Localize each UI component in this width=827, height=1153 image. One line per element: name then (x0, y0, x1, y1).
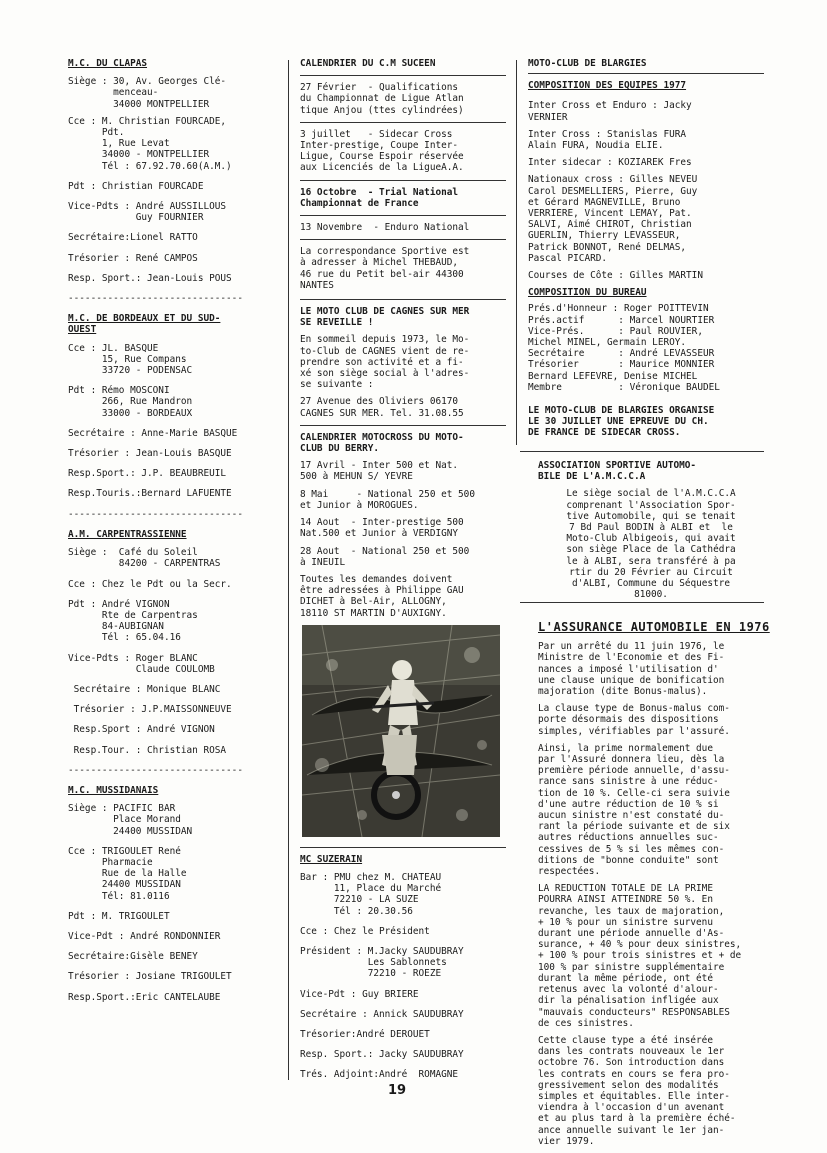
text-line: Les Sablonnets (300, 957, 447, 969)
rule (528, 73, 764, 74)
text-line: 8 Mai - National 250 et 500 (300, 488, 475, 500)
text-line: à adresser à Michel THEBAUD, (300, 257, 459, 269)
text-line: viendra à l'occasion d'un avenant (538, 1102, 725, 1114)
motocross-photo (302, 625, 500, 837)
mussidan-tresorier: Trésorier : Josiane TRIGOULET (68, 971, 232, 983)
text-line: 34000 MONTPELLIER (68, 98, 210, 110)
club-title-clapas: M.C. DU CLAPAS (68, 58, 148, 69)
rule (300, 180, 506, 181)
bordeaux-tresorier: Trésorier : Jean-Louis BASQUE (68, 448, 232, 460)
text-line: 46 rue du Petit bel-air 44300 (300, 268, 464, 280)
suzerain-president (300, 946, 506, 980)
text-line: 100 % par sinistre supplémentaire (538, 961, 725, 973)
rule (300, 425, 506, 426)
carpentras-resp-tour: Resp.Tour. : Christian ROSA (68, 744, 227, 756)
dashed-separator: ------------------------------- (68, 764, 243, 776)
text-line: 27 Avenue des Oliviers 06170 (300, 396, 459, 408)
text-line: Vice-Pdts : André AUSSILLOUS (68, 201, 227, 213)
text-line: Secrétaire : André LEVASSEUR (528, 348, 715, 360)
text-line: Bernard LEFEVRE, Denise MICHEL (528, 370, 698, 382)
text-line: Membre : Véronique BAUDEL (528, 381, 720, 393)
rule (300, 847, 506, 848)
text-line: 33720 - PODENSAC (68, 365, 193, 377)
text-line: Par un arrêté du 11 juin 1976, le (538, 641, 725, 653)
text-line: POURRA AINSI ATTEINDRE 50 %. En (538, 894, 713, 906)
text-line: 500 à MEHUN S/ YEVRE (300, 471, 413, 483)
dashed-separator: ------------------------------- (68, 293, 243, 305)
club-title-bordeaux: M.C. DE BORDEAUX ET DU SUD- (68, 313, 221, 325)
text-line: Prés.d'Honneur : Roger POITTEVIN (528, 303, 709, 315)
suceen-title: CALENDRIER DU C.M SUCEEN (300, 58, 436, 69)
text-line: Rte de Carpentras (68, 609, 198, 621)
text-line: prendre son activité et a fi- (300, 356, 464, 368)
bordeaux-pdt (68, 385, 276, 419)
text-line: Moto-Club Albigeois, qui avait (566, 533, 736, 545)
text-line: Pdt : Rémo MOSCONI (68, 385, 170, 397)
clapas-tresorier: Trésorier : René CAMPOS (68, 252, 198, 264)
carpentras-siege (68, 547, 276, 569)
suzerain-resp-sport: Resp. Sport.: Jacky SAUDUBRAY (300, 1049, 464, 1061)
text-line: 72210 - LA SUZE (300, 894, 419, 906)
text-line: 24400 MUSSIDAN (68, 825, 193, 837)
text-line: respectées. (538, 866, 601, 878)
text-line: Ainsi, la prime normalement due (538, 742, 713, 754)
blargies-p1 (528, 100, 764, 122)
dashed-separator: ------------------------------- (68, 508, 243, 520)
clapas-cce (68, 116, 276, 172)
bureau-list (528, 303, 764, 393)
text-line: La clause type de Bonus-malus com- (538, 703, 730, 715)
text-line: Siège : PACIFIC BAR (68, 803, 176, 815)
text-line: Inter Cross et Enduro : Jacky (528, 100, 692, 112)
text-line: VERNIER (528, 111, 568, 123)
text-line: 16 Octobre - Trial National (300, 186, 459, 198)
column-left (68, 58, 276, 1012)
text-line: Vice-Pdts : Roger BLANC (68, 652, 198, 664)
text-line: Nationaux cross : Gilles NEVEU (528, 174, 698, 186)
text-line: Tél: 81.0116 (68, 890, 170, 902)
text-line: + 10 % pour un sinistre survenu (538, 916, 713, 928)
rule (300, 215, 506, 216)
text-line: + 100 % pour trois sinistres et + de (538, 950, 742, 962)
blargies-p2 (528, 129, 764, 151)
text-line: NANTES (300, 279, 334, 291)
amcca-title (538, 460, 764, 482)
text-line: Place Morand (68, 814, 181, 826)
suzerain-cce: Cce : Chez le Président (300, 925, 430, 937)
clapas-secretaire: Secrétaire:Lionel RATTO (68, 232, 198, 244)
text-line: 3 juillet - Sidecar Cross (300, 128, 453, 140)
assurance-p4 (538, 883, 764, 1029)
text-line: Guy FOURNIER (68, 212, 204, 224)
text-line: LA REDUCTION TOTALE DE LA PRIME (538, 883, 713, 895)
berry-event-4 (300, 546, 506, 568)
text-line: VERRIERE, Vincent LEMAY, Pat. (528, 208, 692, 220)
column-right (528, 58, 764, 445)
text-line: ance annuelle suivant le 1er jan- (538, 1124, 725, 1136)
text-line: et au plus tard à la première éché- (538, 1113, 736, 1125)
text-line: Président : M.Jacky SAUDUBRAY (300, 945, 464, 957)
text-line: Nat.500 et Junior à VERDIGNY (300, 528, 459, 540)
text-line: 27 Février - Qualifications (300, 82, 459, 94)
column-divider-1 (288, 60, 289, 1080)
text-line: nances a imposé l'utilisation d' (538, 663, 719, 675)
assurance-p5 (538, 1035, 764, 1147)
text-line: surance, + 40 % pour deux sinistres, (538, 939, 742, 951)
mussidan-vice: Vice-Pdt : André RONDONNIER (68, 930, 221, 942)
rule (300, 122, 506, 123)
assurance-title: L'ASSURANCE AUTOMOBILE EN 1976 (538, 620, 770, 634)
bordeaux-secretaire: Secrétaire : Anne-Marie BASQUE (68, 427, 238, 439)
suzerain-secretaire: Secrétaire : Annick SAUDUBRAY (300, 1008, 464, 1020)
carpentras-vice (68, 653, 276, 675)
text-line: se suivante : (300, 379, 374, 391)
suceen-event-4: 13 Novembre - Enduro National (300, 222, 470, 234)
text-line: Bar : PMU chez M. CHATEAU (300, 871, 442, 883)
rule (520, 451, 764, 452)
text-line: Trésorier : Maurice MONNIER (528, 359, 715, 371)
text-line: rant la période suivante et de six (538, 821, 730, 833)
text-line: Cette clause type a été insérée (538, 1034, 713, 1046)
text-line: Pascal PICARD. (528, 252, 608, 264)
text-line: Siège : 30, Av. Georges Clé- (68, 76, 227, 88)
text-line: 11, Place du Marché (300, 883, 442, 895)
text-line: de ces sinistres. (538, 1017, 634, 1029)
text-line: to-Club de CAGNES vient de re- (300, 345, 470, 357)
cagnes-body (300, 334, 506, 390)
rule (300, 239, 506, 240)
text-line: LE 30 JUILLET UNE EPREUVE DU CH. (528, 416, 709, 428)
text-line: du Championnat de Ligue Atlan (300, 93, 464, 105)
text-line: "mauvais conducteurs" RESPONSABLES (538, 1006, 730, 1018)
text-line: 84200 - CARPENTRAS (68, 558, 221, 570)
blargies-p4 (528, 174, 764, 264)
text-line: tive Automobile, qui se tenait (566, 510, 736, 522)
text-line: LE MOTO-CLUB DE BLARGIES ORGANISE (528, 405, 715, 417)
text-line: Ligue, Course Espoir réservée (300, 151, 464, 163)
suzerain-vice: Vice-Pdt : Guy BRIERE (300, 988, 419, 1000)
suzerain-bar (300, 872, 506, 917)
text-line: Michel MINEL, Germain LEROY. (528, 337, 687, 349)
text-line: durant une période annuelle d'As- (538, 928, 725, 940)
text-line: revanche, les taux de majoration, (538, 905, 725, 917)
text-line: Cce : TRIGOULET René (68, 845, 181, 857)
text-line: retenus avec la volonté d'alour- (538, 984, 719, 996)
text-line: et Gérard MAGNEVILLE, Bruno (528, 196, 681, 208)
carpentras-pdt (68, 599, 276, 644)
text-line: à INEUIL (300, 556, 346, 568)
text-line: Pdt : André VIGNON (68, 598, 170, 610)
mussidan-secretaire: Secrétaire:Gisèle BENEY (68, 951, 198, 963)
bureau-title: COMPOSITION DU BUREAU (528, 287, 647, 299)
text-line: rance sans sinistre à une réduc- (538, 776, 719, 788)
suzerain-tres-adjoint: Trés. Adjoint:André ROMAGNE (300, 1069, 459, 1081)
text-line: Tél : 65.04.16 (68, 632, 181, 644)
text-line: Claude COULOMB (68, 663, 215, 675)
mussidan-cce (68, 846, 276, 902)
text-line: Cce : M. Christian FOURCADE, (68, 115, 227, 127)
text-line: Cce : JL. BASQUE (68, 342, 159, 354)
text-line: 14 Aout - Inter-prestige 500 (300, 517, 464, 529)
text-line: 266, Rue Mandron (68, 396, 193, 408)
text-line: En sommeil depuis 1973, le Mo- (300, 334, 470, 346)
text-line: CAGNES SUR MER. Tel. 31.08.55 (300, 407, 464, 419)
text-line: Le siège social de l'A.M.C.C.A (566, 488, 736, 500)
text-line: La correspondance Sportive est (300, 246, 470, 258)
text-line: simples, vérifiables par l'assuré. (538, 725, 730, 737)
text-line: Rue de la Halle (68, 868, 187, 880)
text-line: xé son siège social à l'adres- (300, 368, 470, 380)
text-line: 24400 MUSSIDAN (68, 879, 181, 891)
berry-title (300, 432, 506, 454)
text-line: Inter Cross : Stanislas FURA (528, 128, 687, 140)
text-line: tique Anjou (ttes cylindrées) (300, 104, 464, 116)
text-line: menceau- (68, 87, 159, 99)
text-line: Patrick BONNOT, René DELMAS, (528, 241, 687, 253)
berry-event-3 (300, 517, 506, 539)
text-line: vier 1979. (538, 1135, 595, 1147)
text-line: porte désormais des dispositions (538, 714, 719, 726)
text-line: majoration (dite Bonus-malus). (538, 686, 708, 698)
rule (300, 299, 506, 300)
clapas-pdt: Pdt : Christian FOURCADE (68, 180, 204, 192)
text-line: Vice-Prés. : Paul ROUVIER, (528, 325, 703, 337)
text-line: Inter-prestige, Coupe Inter- (300, 140, 459, 152)
bordeaux-cce (68, 343, 276, 377)
text-line: SALVI, Aimé CHIROT, Christian (528, 219, 692, 231)
text-line: son siège Place de la Cathédra (566, 544, 736, 556)
text-line: Championnat de France (300, 197, 419, 209)
text-line: LE MOTO CLUB DE CAGNES SUR MER (300, 306, 470, 318)
suceen-event-2 (300, 129, 506, 174)
carpentras-tresorier: Trésorier : J.P.MAISSONNEUVE (68, 704, 232, 716)
text-line: ditions de "bonne conduite" sont (538, 854, 719, 866)
text-line: Pharmacie (68, 856, 153, 868)
blargies-composition-title: COMPOSITION DES EQUIPES 1977 (528, 80, 687, 92)
blargies-p3: Inter sidecar : KOZIAREK Fres (528, 157, 692, 169)
club-title-carpentras: A.M. CARPENTRASSIENNE (68, 528, 187, 540)
mussidan-pdt: Pdt : M. TRIGOULET (68, 910, 170, 922)
page-number: 19 (388, 1083, 407, 1098)
text-line: cessives de 5 % si les mêmes con- (538, 843, 725, 855)
suceen-correspondence (300, 246, 506, 291)
bordeaux-resp-sport: Resp.Sport.: J.P. BEAUBREUIL (68, 468, 227, 480)
column-divider-2 (516, 60, 517, 445)
clapas-resp-sport: Resp. Sport.: Jean-Louis POUS (68, 272, 232, 284)
text-line: 33000 - BORDEAUX (68, 407, 193, 419)
text-line: GUERLIN, Thierry LEVASSEUR, (528, 230, 681, 242)
clapas-vice (68, 201, 276, 223)
assurance-block (538, 620, 770, 1153)
amcca-block (538, 460, 764, 606)
club-title-mussidan: M.C. MUSSIDANAIS (68, 784, 159, 796)
text-line: 34000 - MONTPELLIER (68, 149, 210, 161)
text-line: 17 Avril - Inter 500 et Nat. (300, 460, 459, 472)
text-line: 18110 ST MARTIN D'AUXIGNY. (300, 607, 447, 619)
text-line: Pdt. (68, 127, 125, 139)
text-line: 1, Rue Levat (68, 138, 170, 150)
text-line: CLUB DU BERRY. (300, 443, 380, 455)
carpentras-resp-sport: Resp.Sport : André VIGNON (68, 724, 215, 736)
text-line: SE REVEILLE ! (300, 317, 374, 329)
text-line: 84-AUBIGNAN (68, 621, 164, 633)
text-line: aucun sinistre n'est constaté du- (538, 810, 725, 822)
text-line: d'une autre réduction de 10 % si (538, 798, 719, 810)
text-line: gressivement selon des modalités (538, 1079, 719, 1091)
text-line: première période annuelle, d'assu- (538, 765, 730, 777)
text-line: d'ALBI, Commune du Séquestre (571, 578, 731, 590)
column-middle (300, 58, 506, 1090)
berry-event-2 (300, 489, 506, 511)
mussidan-resp-sport: Resp.Sport.:Eric CANTELAUBE (68, 991, 221, 1003)
text-line: Toutes les demandes doivent (300, 573, 453, 585)
text-line: Alain FURA, Noudia ELIE. (528, 140, 664, 152)
assurance-p3 (538, 743, 764, 877)
text-line: Prés.actif : Marcel NOURTIER (528, 314, 715, 326)
text-line: 72210 - ROEZE (300, 968, 442, 980)
text-line: DE FRANCE DE SIDECAR CROSS. (528, 427, 681, 439)
text-line: les contrats en cours se fera pro- (538, 1068, 730, 1080)
blargies-title: MOTO-CLUB DE BLARGIES (528, 58, 647, 69)
text-line: par l'Assuré donnera lieu, dès la (538, 754, 725, 766)
mussidan-siege (68, 803, 276, 837)
carpentras-secretaire: Secrétaire : Monique BLANC (68, 683, 221, 695)
bordeaux-resp-touris: Resp.Touris.:Bernard LAFUENTE (68, 488, 232, 500)
club-title-bordeaux-2: OUEST (68, 324, 97, 336)
assurance-p1 (538, 641, 764, 697)
cagnes-address (300, 396, 506, 418)
text-line: Ministre de l'Economie et des Fi- (538, 652, 725, 664)
text-line: CALENDRIER MOTOCROSS DU MOTO- (300, 431, 464, 443)
text-line: Tél : 67.92.70.60(A.M.) (68, 160, 232, 172)
text-line: dans les contrats nouveaux le 1er (538, 1046, 725, 1058)
text-line: tion de 10 %. Celle-ci sera suivie (538, 787, 730, 799)
text-line: 7 Bd Paul BODIN à ALBI et le (569, 522, 733, 534)
text-line: 28 Aout - National 250 et 500 (300, 545, 470, 557)
text-line: comprenant l'Association Spor- (566, 499, 736, 511)
carpentras-cce: Cce : Chez le Pdt ou la Secr. (68, 578, 232, 590)
text-line: le à ALBI, sera transféré à pa (566, 555, 736, 567)
text-line: Carol DESMELLIERS, Pierre, Guy (528, 185, 698, 197)
blargies-note (528, 405, 764, 439)
text-line: et Junior à MOROGUES. (300, 499, 419, 511)
suzerain-tresorier: Trésorier:André DEROUET (300, 1028, 430, 1040)
text-line: autres réductions annuelles suc- (538, 832, 719, 844)
suceen-event-3 (300, 187, 506, 209)
text-line: ASSOCIATION SPORTIVE AUTOMO- (538, 460, 697, 471)
text-line: Tél : 20.30.56 (300, 905, 413, 917)
text-line: octobre 76. Son introduction dans (538, 1057, 725, 1069)
text-line: être adressées à Philippe GAU (300, 585, 464, 597)
text-line: BILE DE L'A.M.C.C.A (538, 471, 646, 483)
text-line: Siège : Café du Soleil (68, 547, 198, 559)
assurance-p2 (538, 703, 764, 737)
text-line: 15, Rue Compans (68, 353, 187, 365)
suzerain-title: MC SUZERAIN (300, 853, 363, 865)
text-line: durant la même période, ont été (538, 972, 713, 984)
suceen-event-1 (300, 82, 506, 116)
text-line: dir la pénalisation infligée aux (538, 995, 719, 1007)
text-line: 81000. (634, 589, 668, 601)
text-line: DICHET à Bel-Air, ALLOGNY, (300, 596, 447, 608)
amcca-body (538, 488, 764, 600)
text-line: simples et équitables. Elle inter- (538, 1090, 730, 1102)
blargies-p5: Courses de Côte : Gilles MARTIN (528, 270, 703, 282)
text-line: une clause unique de bonification (538, 674, 725, 686)
text-line: aux Licenciés de la LigueA.A. (300, 162, 464, 174)
text-line: rtir du 20 Février au Circuit (569, 566, 733, 578)
berry-event-1 (300, 460, 506, 482)
berry-note (300, 574, 506, 619)
rule (300, 75, 506, 76)
cagnes-title (300, 306, 506, 328)
clapas-siege (68, 76, 276, 110)
rule (520, 602, 764, 603)
